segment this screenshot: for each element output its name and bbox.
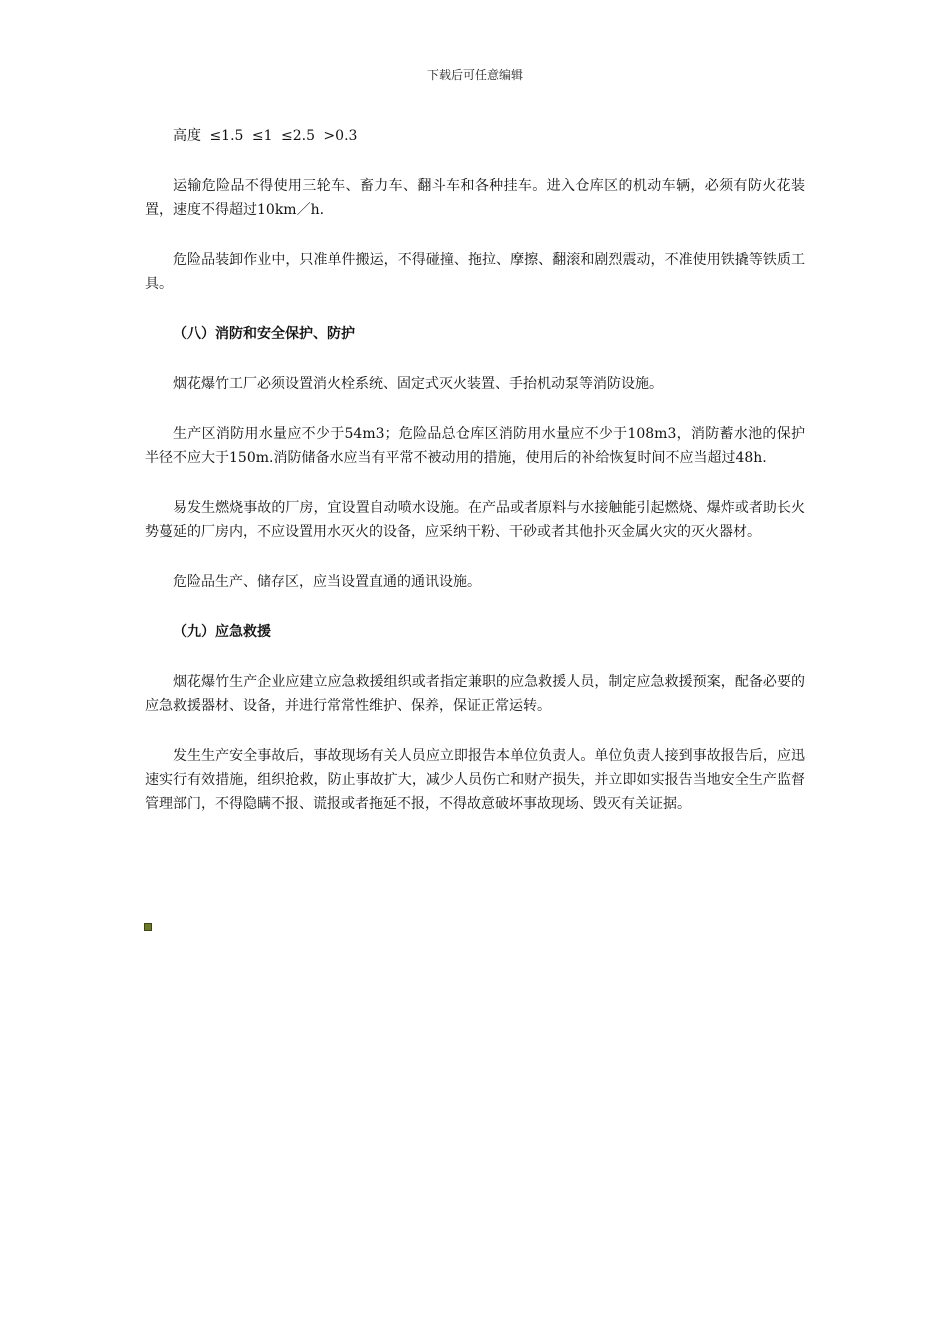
section-heading-emergency-rescue: （九）应急救援 [173, 624, 271, 640]
rescue-organization-paragraph: 烟花爆竹生产企业应建立应急救援组织或者指定兼职的应急救援人员，制定应急救援预案，配备必要的应急救援器材、设备，并进行常常性维护、保养，保证正常运转。 [145, 674, 805, 714]
fire-facilities-paragraph: 烟花爆竹工厂必须设置消火栓系统、固定式灭火装置、手抬机动泵等消防设施。 [173, 376, 663, 392]
page-header: 下载后可任意编辑 [426, 68, 523, 82]
image-placeholder-icon [144, 923, 152, 931]
section-heading-fire-protection: （八）消防和安全保护、防护 [173, 326, 355, 342]
sprinkler-paragraph: 易发生燃烧事故的厂房，宜设置自动喷水设施。在产品或者原料与水接触能引起燃烧、爆炸或者助长火势蔓延的厂房内，不应设置用水灭火的设备，应采纳干粉、干砂或者其他扑灭金属火灾的灭火器材。 [145, 500, 805, 540]
transport-paragraph: 运输危险品不得使用三轮车、畜力车、翻斗车和各种挂车。进入仓库区的机动车辆，必须有防火花装置，速度不得超过10km／h. [145, 178, 805, 218]
height-limits-line: 高度 ≤1.5 ≤1 ≤2.5 >0.3 [173, 128, 358, 144]
document-body [145, 124, 805, 842]
communication-paragraph: 危险品生产、储存区，应当设置直通的通讯设施。 [173, 574, 481, 590]
loading-paragraph: 危险品装卸作业中，只准单件搬运，不得碰撞、拖拉、摩擦、翻滚和剧烈震动，不准使用铁撬等铁质工具。 [145, 252, 805, 292]
accident-report-paragraph: 发生生产安全事故后，事故现场有关人员应立即报告本单位负责人。单位负责人接到事故报告后，应迅速实行有效措施，组织抢救，防止事故扩大，减少人员伤亡和财产损失，并立即如实报告当地安全生产监督管理部门，不得隐瞒不报、谎报或者拖延不报，不得故意破坏事故现场、毁灭有关证据。 [145, 748, 805, 812]
water-supply-paragraph: 生产区消防用水量应不少于54m3；危险品总仓库区消防用水量应不少于108m3，消防蓄水池的保护半径不应大于150m.消防储备水应当有平常不被动用的措施，使用后的补给恢复时间不应当超过48h. [145, 426, 805, 466]
